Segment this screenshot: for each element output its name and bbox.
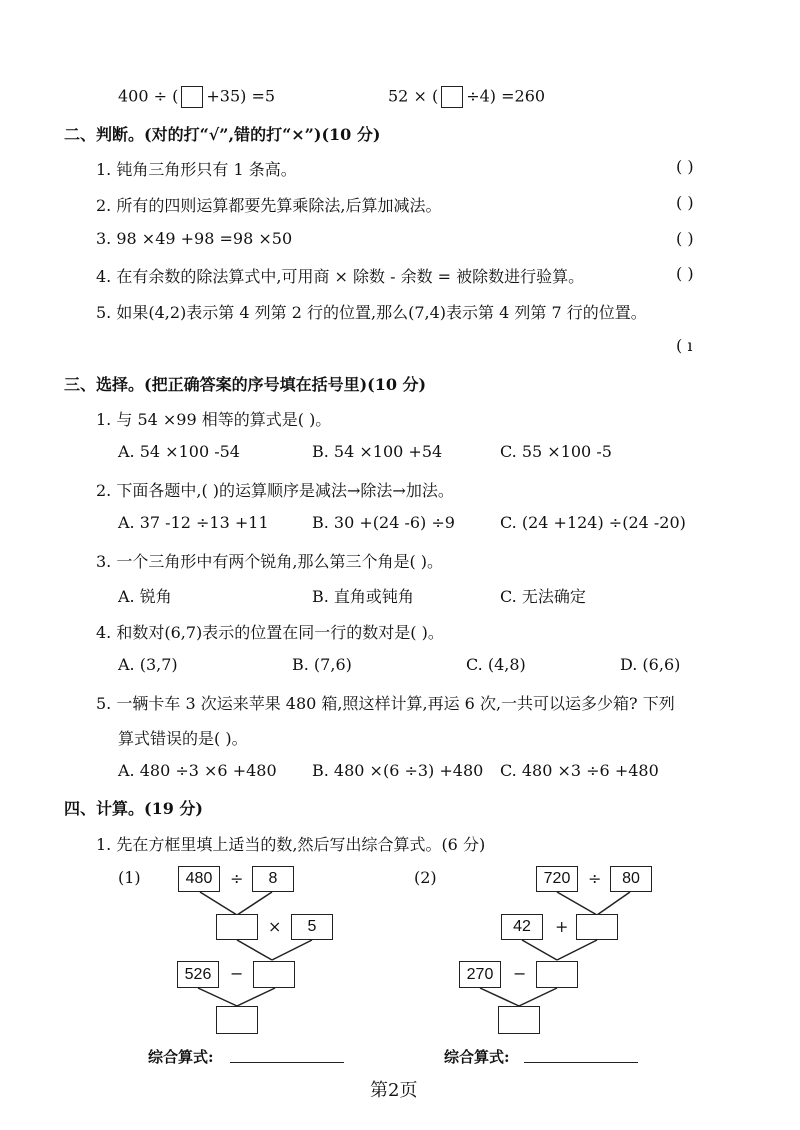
choice-question-cont: 算式错误的是( )。 <box>118 729 248 748</box>
number-box: 80 <box>610 866 652 892</box>
equation-right-pre: 52 × ( <box>388 86 439 106</box>
operator: ÷ <box>588 869 602 888</box>
operator: − <box>513 964 527 983</box>
section-title: 二、判断。(对的打“√”,错的打“×”)(10 分) <box>64 125 381 144</box>
choice-question: 3. 一个三角形中有两个锐角,那么第三个角是( )。 <box>96 552 444 571</box>
choice-question: 5. 一辆卡车 3 次运来苹果 480 箱,照这样计算,再运 6 次,一共可以运多少箱? 下列 <box>96 694 675 713</box>
empty-answer-box[interactable] <box>253 961 295 988</box>
judge-item: 1. 钝角三角形只有 1 条高。 <box>96 160 297 179</box>
operator: × <box>268 917 282 936</box>
option-a[interactable]: A. 54 ×100 -54 <box>118 442 240 461</box>
answer-paren[interactable]: ( ) <box>676 193 694 212</box>
number-box: 8 <box>252 866 294 892</box>
number-box: 5 <box>291 914 333 940</box>
empty-answer-box[interactable] <box>216 1006 258 1034</box>
formula-label: 综合算式: <box>444 1048 510 1066</box>
formula-answer-line[interactable] <box>524 1062 638 1063</box>
option-b[interactable]: B. 480 ×(6 ÷3) +480 <box>312 761 484 780</box>
option-b[interactable]: B. 54 ×100 +54 <box>312 442 443 461</box>
option-c[interactable]: C. 480 ×3 ÷6 +480 <box>500 761 659 780</box>
option-b[interactable]: B. 30 +(24 -6) ÷9 <box>312 513 455 532</box>
option-c[interactable]: C. 55 ×100 -5 <box>500 442 612 461</box>
formula-answer-line[interactable] <box>230 1062 344 1063</box>
choice-question: 2. 下面各题中,( )的运算顺序是减法→除法→加法。 <box>96 481 454 500</box>
option-a[interactable]: A. 锐角 <box>118 587 172 606</box>
tree-label: (1) <box>118 868 141 887</box>
number-box: 526 <box>177 961 219 988</box>
operator: + <box>555 917 569 936</box>
number-box: 42 <box>501 914 543 940</box>
equation-left-post: +35) =5 <box>206 86 276 106</box>
answer-paren[interactable]: ( ı <box>676 336 693 355</box>
number-box: 720 <box>536 866 578 892</box>
section-title: 三、选择。(把正确答案的序号填在括号里)(10 分) <box>64 375 427 394</box>
choice-question: 1. 与 54 ×99 相等的算式是( )。 <box>96 410 332 429</box>
operator: − <box>230 964 244 983</box>
formula-label: 综合算式: <box>148 1048 214 1066</box>
answer-paren[interactable]: ( ) <box>676 157 694 176</box>
option-b[interactable]: B. (7,6) <box>292 655 352 674</box>
empty-answer-box[interactable] <box>536 961 578 988</box>
option-c[interactable]: C. (24 +124) ÷(24 -20) <box>500 513 686 532</box>
option-d[interactable]: D. (6,6) <box>620 655 681 674</box>
choice-question: 4. 和数对(6,7)表示的位置在同一行的数对是( )。 <box>96 623 444 642</box>
page-number: 第2页 <box>370 1080 418 1101</box>
option-a[interactable]: A. (3,7) <box>118 655 178 674</box>
option-a[interactable]: A. 37 -12 ÷13 +11 <box>118 513 269 532</box>
empty-answer-box[interactable] <box>498 1006 540 1034</box>
empty-answer-box[interactable] <box>576 914 618 940</box>
number-box: 480 <box>178 866 220 892</box>
answer-paren[interactable]: ( ) <box>676 264 694 283</box>
judge-item: 5. 如果(4,2)表示第 4 列第 2 行的位置,那么(7,4)表示第 4 列第 7 行的位置。 <box>96 303 647 322</box>
option-a[interactable]: A. 480 ÷3 ×6 +480 <box>118 761 277 780</box>
operator: ÷ <box>230 869 244 888</box>
equation-right-post: ÷4) =260 <box>466 86 546 106</box>
empty-answer-box[interactable] <box>216 914 258 940</box>
calc-question: 1. 先在方框里填上适当的数,然后写出综合算式。(6 分) <box>96 835 486 854</box>
option-c[interactable]: C. 无法确定 <box>500 587 586 606</box>
number-box: 270 <box>459 961 501 988</box>
judge-item: 3. 98 ×49 +98 =98 ×50 <box>96 229 293 248</box>
section-title: 四、计算。(19 分) <box>64 799 203 818</box>
option-c[interactable]: C. (4,8) <box>466 655 526 674</box>
judge-item: 4. 在有余数的除法算式中,可用商 × 除数 - 余数 = 被除数进行验算。 <box>96 267 585 286</box>
equation-left-pre: 400 ÷ ( <box>118 86 179 106</box>
tree-label: (2) <box>414 868 437 887</box>
answer-paren[interactable]: ( ) <box>676 229 694 248</box>
judge-item: 2. 所有的四则运算都要先算乘除法,后算加减法。 <box>96 196 442 215</box>
option-b[interactable]: B. 直角或钝角 <box>312 587 414 606</box>
